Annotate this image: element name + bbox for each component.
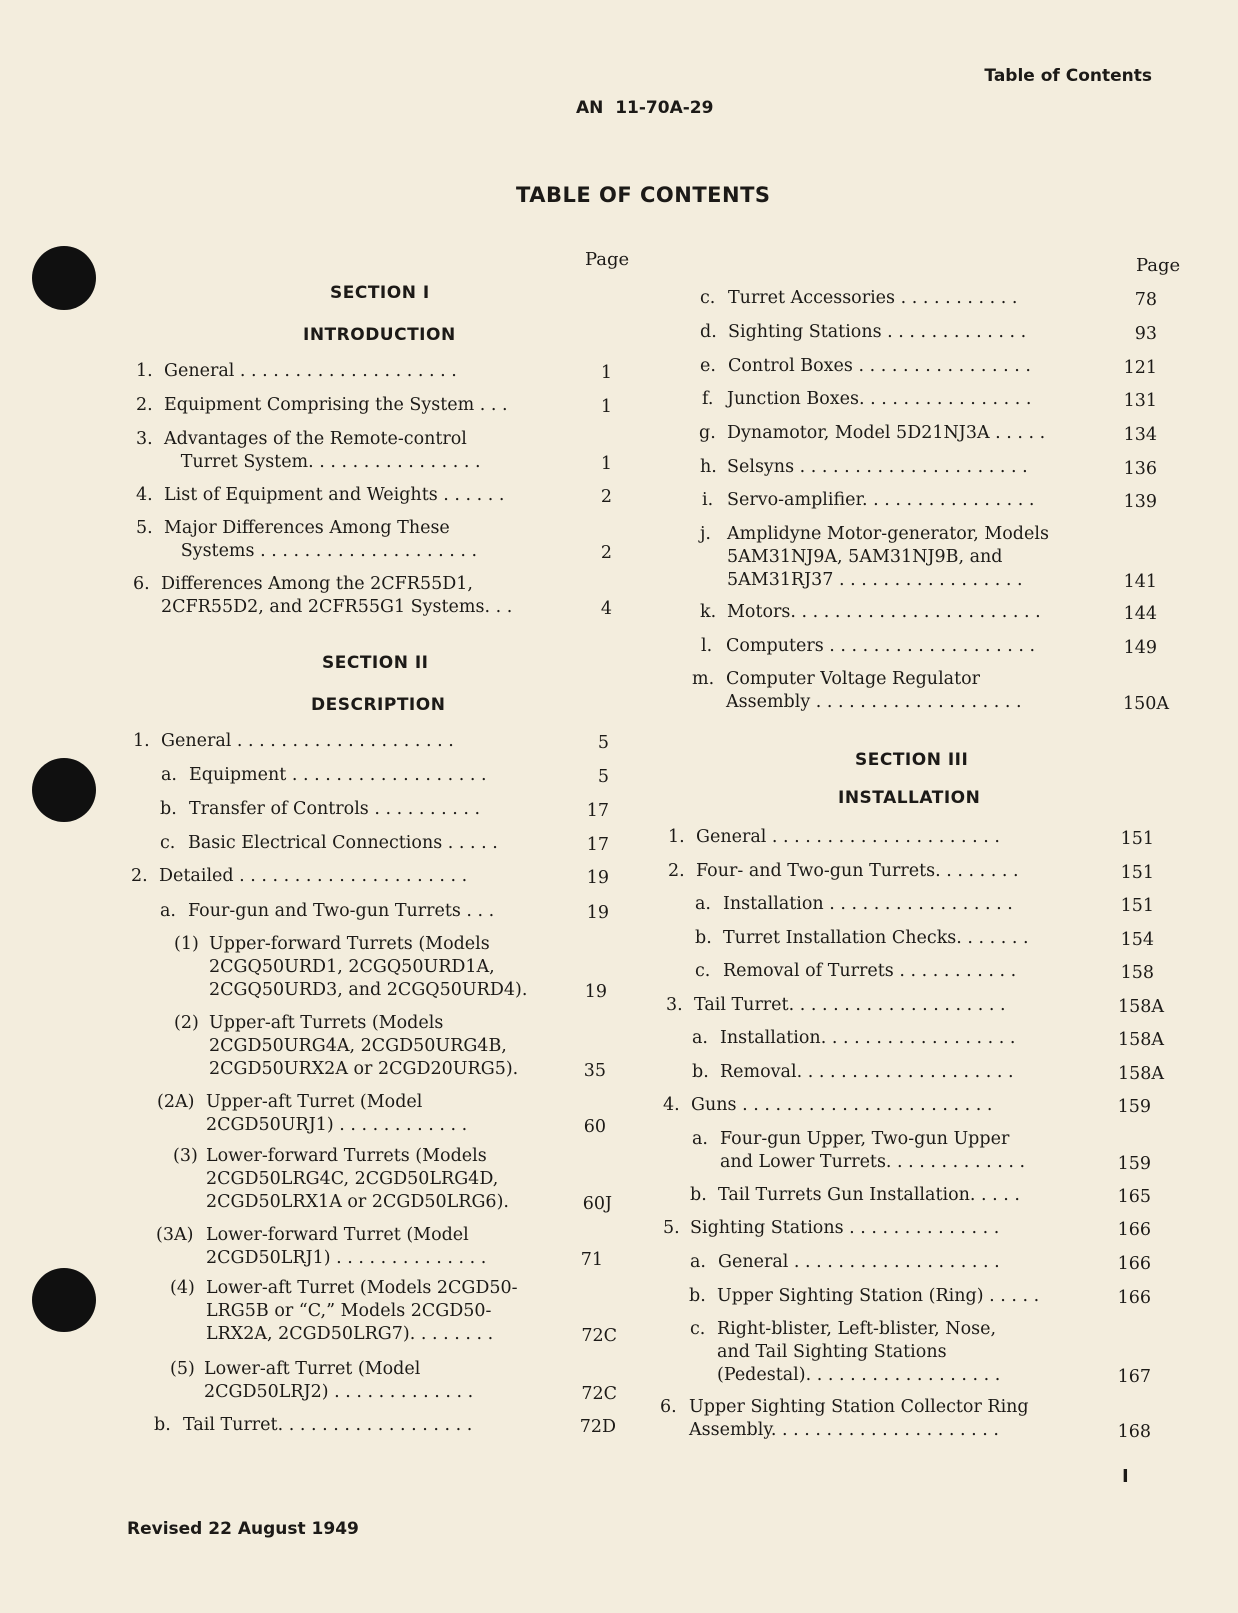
toc-entry-title xyxy=(727,388,1031,411)
toc-entry-number: 1. xyxy=(668,827,685,847)
toc-entry-number: (1) xyxy=(174,934,199,954)
toc-entry-number: 6. xyxy=(133,574,150,594)
toc-entry-number: 1. xyxy=(136,361,153,381)
toc-entry-page: 168 xyxy=(1117,1422,1151,1442)
toc-entry-page: 166 xyxy=(1117,1220,1151,1240)
toc-entry-title xyxy=(189,798,480,821)
toc-entry-number: i. xyxy=(702,490,714,510)
toc-entry-title-line: 5AM31RJ37 . . . . . . . . . . . . . . . . . xyxy=(727,570,1023,590)
toc-entry-page: 151 xyxy=(1120,829,1154,849)
toc-entry-title-line: 2CGD50URJ1) . . . . . . . . . . . . xyxy=(206,1115,468,1135)
toc-entry-number: e. xyxy=(700,356,716,376)
toc-entry-title-line: and Tail Sighting Stations xyxy=(717,1342,947,1362)
toc-entry-title xyxy=(164,428,481,474)
toc-entry-number: a. xyxy=(160,901,176,921)
toc-entry-number: (3A) xyxy=(156,1225,194,1245)
toc-entry-title xyxy=(696,826,1000,849)
toc-entry-page: 2 xyxy=(600,543,612,563)
toc-entry-title xyxy=(717,1285,1039,1308)
toc-entry-title-line: Differences Among the 2CFR55D1, xyxy=(161,574,473,594)
toc-entry-number: a. xyxy=(692,1028,708,1048)
toc-entry-title xyxy=(696,860,1019,883)
toc-entry-title-line: Tail Turrets Gun Installation. . . . . xyxy=(718,1185,1020,1205)
toc-entry-page: 158A xyxy=(1117,1064,1164,1084)
toc-entry-title xyxy=(689,1396,1029,1442)
toc-entry-title-line: Tail Turret. . . . . . . . . . . . . . . . . . xyxy=(183,1415,473,1435)
toc-entry-title-line: Transfer of Controls . . . . . . . . . . xyxy=(189,799,481,819)
toc-entry-page: 134 xyxy=(1123,425,1157,445)
toc-entry-page: 5 xyxy=(597,767,609,787)
toc-entry-title xyxy=(723,893,1013,916)
toc-entry-page: 4 xyxy=(600,599,612,619)
toc-entry-title-line: General . . . . . . . . . . . . . . . . . . . . . xyxy=(696,827,1000,847)
toc-entry-number: m. xyxy=(692,669,715,689)
toc-entry-number: c. xyxy=(695,961,711,981)
toc-entry-number: 3. xyxy=(136,429,153,449)
toc-entry-number: 2. xyxy=(131,866,148,886)
toc-entry-title xyxy=(209,933,527,1002)
toc-entry-page: 159 xyxy=(1117,1097,1151,1117)
toc-entry-page: 17 xyxy=(586,801,609,821)
section-2-heading: SECTION II xyxy=(322,653,429,673)
toc-entry-title xyxy=(718,1251,1000,1274)
toc-entry-title xyxy=(164,484,504,507)
toc-entry-title-line: Upper Sighting Station Collector Ring xyxy=(689,1397,1029,1417)
toc-entry-title xyxy=(728,287,1017,310)
toc-entry-page: 144 xyxy=(1123,604,1157,624)
toc-entry-number: 4. xyxy=(663,1095,680,1115)
toc-entry-page: 1 xyxy=(600,397,612,417)
toc-entry-number: k. xyxy=(700,602,717,622)
toc-entry-title xyxy=(727,523,1049,592)
toc-entry-title xyxy=(161,730,454,753)
toc-entry-title-line: Upper-aft Turrets (Models xyxy=(209,1013,444,1033)
toc-entry-title-line: Selsyns . . . . . . . . . . . . . . . . . . . . . xyxy=(727,457,1028,477)
toc-entry-number: (3) xyxy=(173,1146,198,1166)
toc-entry-page: 72C xyxy=(581,1326,617,1346)
toc-entry-page: 17 xyxy=(586,835,609,855)
toc-entry-page: 136 xyxy=(1123,459,1157,479)
toc-entry-title-line: Turret Accessories . . . . . . . . . . . xyxy=(728,288,1018,308)
page-column-label-right: Page xyxy=(1136,255,1181,276)
toc-entry-title-line: Guns . . . . . . . . . . . . . . . . . . . . . . . xyxy=(691,1095,993,1115)
section-3-subheading: INSTALLATION xyxy=(838,788,981,808)
toc-entry-title-line: 2CGD50LRG4C, 2CGD50LRG4D, xyxy=(206,1169,499,1189)
toc-entry-number: 5. xyxy=(136,518,153,538)
toc-entry-title xyxy=(164,394,508,417)
toc-entry-title-line: Four- and Two-gun Turrets. . . . . . . . xyxy=(696,861,1019,881)
toc-entry-page: 1 xyxy=(600,454,612,474)
doc-number: AN 11-70A-29 xyxy=(576,98,714,118)
toc-entry-title xyxy=(720,1128,1025,1174)
toc-entry-page: 35 xyxy=(583,1061,606,1081)
toc-entry-page: 93 xyxy=(1134,324,1157,344)
toc-entry-number: b. xyxy=(154,1415,171,1435)
toc-entry-title-line: 2CGD50LRJ2) . . . . . . . . . . . . . xyxy=(204,1382,474,1402)
toc-entry-number: h. xyxy=(700,457,717,477)
toc-entry-number: 2. xyxy=(136,395,153,415)
toc-entry-page: 71 xyxy=(580,1250,603,1270)
revision-date: Revised 22 August 1949 xyxy=(127,1519,359,1539)
toc-entry-title-line: 2CGD50LRJ1) . . . . . . . . . . . . . . xyxy=(206,1248,487,1268)
toc-entry-title xyxy=(718,1184,1020,1207)
toc-entry-page: 165 xyxy=(1117,1187,1151,1207)
toc-entry-number: 2. xyxy=(668,861,685,881)
toc-entry-title xyxy=(728,321,1026,344)
toc-entry-number: b. xyxy=(160,799,177,819)
toc-entry-title xyxy=(727,422,1045,445)
toc-entry-number: (2A) xyxy=(157,1092,195,1112)
toc-entry-title-line: General . . . . . . . . . . . . . . . . . . . . xyxy=(161,731,454,751)
toc-entry-number: b. xyxy=(692,1062,709,1082)
toc-entry-title xyxy=(161,573,512,619)
toc-entry-title-line: 2CFR55D2, and 2CFR55G1 Systems. . . xyxy=(161,597,513,617)
toc-entry-title-line: Control Boxes . . . . . . . . . . . . . . . . xyxy=(728,356,1031,376)
toc-entry-number: 3. xyxy=(666,995,683,1015)
toc-entry-title xyxy=(726,668,1022,714)
toc-entry-title xyxy=(206,1224,486,1270)
toc-entry-title xyxy=(188,832,498,855)
toc-entry-title-line: Lower-aft Turret (Model xyxy=(204,1359,421,1379)
toc-entry-number: c. xyxy=(690,1319,706,1339)
toc-entry-page: 72D xyxy=(579,1417,616,1437)
toc-entry-page: 154 xyxy=(1120,930,1154,950)
toc-entry-number: d. xyxy=(700,322,717,342)
toc-entry-title xyxy=(728,355,1031,378)
toc-entry-number: c. xyxy=(700,288,716,308)
toc-entry-title xyxy=(209,1012,518,1081)
toc-entry-number: 5. xyxy=(663,1218,680,1238)
toc-entry-page: 72C xyxy=(581,1384,617,1404)
toc-entry-page: 159 xyxy=(1117,1154,1151,1174)
toc-entry-title-line: Computers . . . . . . . . . . . . . . . . . . . xyxy=(726,636,1036,656)
toc-entry-title xyxy=(690,1217,999,1240)
binder-hole xyxy=(32,1268,96,1332)
toc-entry-page: 151 xyxy=(1120,863,1154,883)
toc-entry-number: g. xyxy=(699,423,716,443)
toc-entry-title-line: Amplidyne Motor-generator, Models xyxy=(727,524,1049,544)
toc-entry-title xyxy=(720,1061,1014,1084)
toc-entry-title-line: Equipment Comprising the System . . . xyxy=(164,395,508,415)
toc-entry-title xyxy=(691,1094,992,1117)
section-1-heading: SECTION I xyxy=(330,283,430,303)
toc-entry-title-line: Systems . . . . . . . . . . . . . . . . . . . . xyxy=(164,541,478,561)
toc-entry-title-line: Removal of Turrets . . . . . . . . . . . xyxy=(723,961,1017,981)
toc-entry-title-line: Upper Sighting Station (Ring) . . . . . xyxy=(717,1286,1040,1306)
toc-entry-page: 60J xyxy=(582,1194,612,1214)
toc-entry-page: 158A xyxy=(1117,997,1164,1017)
section-3-heading: SECTION III xyxy=(855,750,969,770)
toc-entry-title-line: 5AM31NJ9A, 5AM31NJ9B, and xyxy=(727,547,1003,567)
toc-entry-number: (4) xyxy=(170,1278,195,1298)
toc-entry-title xyxy=(720,1027,1015,1050)
toc-entry-page: 60 xyxy=(583,1117,606,1137)
toc-entry-title-line: List of Equipment and Weights . . . . . . xyxy=(164,485,505,505)
toc-entry-number: a. xyxy=(695,894,711,914)
toc-entry-page: 19 xyxy=(586,868,609,888)
toc-entry-title xyxy=(206,1277,518,1346)
toc-entry-number: 4. xyxy=(136,485,153,505)
toc-entry-title-line: 2CGD50LRX1A or 2CGD50LRG6). xyxy=(206,1192,509,1212)
toc-entry-title xyxy=(206,1145,509,1214)
toc-entry-page: 151 xyxy=(1120,896,1154,916)
toc-entry-title-line: Turret Installation Checks. . . . . . . xyxy=(723,928,1029,948)
toc-entry-title-line: Upper-forward Turrets (Models xyxy=(209,934,490,954)
toc-entry-number: a. xyxy=(161,765,177,785)
toc-entry-title xyxy=(723,927,1029,950)
toc-entry-title-line: Turret System. . . . . . . . . . . . . . . . xyxy=(164,452,481,472)
toc-entry-number: l. xyxy=(701,636,713,656)
toc-entry-title-line: Major Differences Among These xyxy=(164,518,450,538)
toc-entry-page: 78 xyxy=(1134,290,1157,310)
toc-entry-page: 121 xyxy=(1123,358,1157,378)
toc-entry-title-line: Detailed . . . . . . . . . . . . . . . . . . . . . xyxy=(159,866,468,886)
page-number: I xyxy=(1122,1466,1129,1487)
binder-hole xyxy=(32,758,96,822)
toc-entry-number: (5) xyxy=(170,1359,195,1379)
toc-entry-title xyxy=(206,1091,467,1137)
toc-entry-title xyxy=(159,865,467,888)
toc-entry-page: 166 xyxy=(1117,1254,1151,1274)
toc-entry-title-line: Advantages of the Remote-control xyxy=(164,429,467,449)
toc-entry-title-line: Installation . . . . . . . . . . . . . . . . . xyxy=(723,894,1013,914)
toc-entry-title-line: 2CGD50URG4A, 2CGD50URG4B, xyxy=(209,1036,507,1056)
toc-entry-title xyxy=(204,1358,473,1404)
toc-entry-number: a. xyxy=(690,1252,706,1272)
page-title: TABLE OF CONTENTS xyxy=(516,183,771,207)
toc-entry-page: 158A xyxy=(1117,1030,1164,1050)
toc-entry-title-line: Four-gun and Two-gun Turrets . . . xyxy=(188,901,495,921)
toc-entry-number: c. xyxy=(160,833,176,853)
toc-entry-title-line: Lower-forward Turret (Model xyxy=(206,1225,469,1245)
toc-entry-title-line: Four-gun Upper, Two-gun Upper xyxy=(720,1129,1010,1149)
toc-entry-title-line: (Pedestal). . . . . . . . . . . . . . . . . . xyxy=(717,1365,1001,1385)
toc-entry-title-line: Assembly . . . . . . . . . . . . . . . . . . . xyxy=(726,692,1022,712)
toc-entry-title xyxy=(694,994,1006,1017)
toc-entry-title-line: Lower-forward Turrets (Models xyxy=(206,1146,487,1166)
toc-entry-number: b. xyxy=(695,928,712,948)
toc-entry-title-line: Tail Turret. . . . . . . . . . . . . . . . . . . . xyxy=(694,995,1006,1015)
toc-entry-number: b. xyxy=(690,1185,707,1205)
toc-entry-page: 139 xyxy=(1123,492,1157,512)
toc-entry-title-line: Servo-amplifier. . . . . . . . . . . . . . . . xyxy=(727,490,1035,510)
section-2-subheading: DESCRIPTION xyxy=(311,695,446,715)
toc-entry-title-line: and Lower Turrets. . . . . . . . . . . . . xyxy=(720,1152,1026,1172)
binder-hole xyxy=(32,246,96,310)
toc-entry-title-line: Sighting Stations . . . . . . . . . . . . . xyxy=(728,322,1027,342)
toc-entry-number: b. xyxy=(689,1286,706,1306)
toc-entry-title xyxy=(717,1318,1000,1387)
toc-entry-title-line: 2CGD50URX2A or 2CGD20URG5). xyxy=(209,1059,519,1079)
toc-entry-page: 19 xyxy=(584,982,607,1002)
toc-entry-title-line: Upper-aft Turret (Model xyxy=(206,1092,423,1112)
toc-entry-title-line: 2CGQ50URD1, 2CGQ50URD1A, xyxy=(209,957,495,977)
toc-entry-title-line: Dynamotor, Model 5D21NJ3A . . . . . xyxy=(727,423,1046,443)
toc-entry-title xyxy=(183,1414,472,1437)
toc-entry-title xyxy=(188,900,494,923)
toc-entry-title-line: Motors. . . . . . . . . . . . . . . . . . . . . . . xyxy=(727,602,1041,622)
toc-entry-title xyxy=(164,517,477,563)
toc-entry-page: 131 xyxy=(1123,391,1157,411)
toc-entry-title xyxy=(726,635,1035,658)
toc-entry-page: 2 xyxy=(600,487,612,507)
toc-entry-title xyxy=(727,601,1041,624)
running-title: Table of Contents xyxy=(984,66,1152,86)
toc-entry-title-line: Right-blister, Left-blister, Nose, xyxy=(717,1319,997,1339)
toc-entry-page: 5 xyxy=(597,733,609,753)
toc-entry-page: 149 xyxy=(1123,638,1157,658)
toc-entry-title-line: Equipment . . . . . . . . . . . . . . . . . . xyxy=(189,765,487,785)
toc-entry-title-line: LRG5B or “C,” Models 2CGD50- xyxy=(206,1301,492,1321)
toc-entry-number: f. xyxy=(702,389,714,409)
toc-entry-title-line: 2CGQ50URD3, and 2CGQ50URD4). xyxy=(209,980,528,1000)
page-column-label-left: Page xyxy=(585,249,630,270)
toc-entry-number: 1. xyxy=(133,731,150,751)
toc-entry-title-line: Computer Voltage Regulator xyxy=(726,669,981,689)
toc-entry-page: 150A xyxy=(1122,694,1169,714)
toc-entry-page: 167 xyxy=(1117,1367,1151,1387)
toc-entry-title xyxy=(727,456,1028,479)
toc-entry-page: 158 xyxy=(1120,963,1154,983)
toc-entry-title-line: Basic Electrical Connections . . . . . xyxy=(188,833,498,853)
toc-entry-page: 141 xyxy=(1123,572,1157,592)
toc-entry-title-line: Lower-aft Turret (Models 2CGD50- xyxy=(206,1278,518,1298)
toc-entry-title-line: Assembly. . . . . . . . . . . . . . . . . . . . . xyxy=(689,1420,999,1440)
toc-entry-page: 1 xyxy=(600,363,612,383)
toc-entry-number: j. xyxy=(700,524,711,544)
section-1-subheading: INTRODUCTION xyxy=(303,325,456,345)
toc-entry-title-line: General . . . . . . . . . . . . . . . . . . . . xyxy=(164,361,457,381)
toc-entry-title-line: Junction Boxes. . . . . . . . . . . . . . . . xyxy=(727,389,1032,409)
toc-entry-title xyxy=(189,764,487,787)
toc-entry-number: a. xyxy=(692,1129,708,1149)
toc-entry-page: 166 xyxy=(1117,1288,1151,1308)
toc-entry-title-line: Sighting Stations . . . . . . . . . . . . . . xyxy=(690,1218,1000,1238)
toc-entry-title xyxy=(727,489,1034,512)
toc-entry-number: 6. xyxy=(660,1397,677,1417)
toc-entry-title xyxy=(164,360,457,383)
toc-entry-page: 19 xyxy=(586,903,609,923)
toc-entry-title xyxy=(723,960,1016,983)
toc-entry-title-line: Removal. . . . . . . . . . . . . . . . . . . . xyxy=(720,1062,1014,1082)
toc-entry-title-line: Installation. . . . . . . . . . . . . . . . . . xyxy=(720,1028,1016,1048)
toc-entry-title-line: LRX2A, 2CGD50LRG7). . . . . . . . xyxy=(206,1324,494,1344)
toc-entry-number: (2) xyxy=(174,1013,199,1033)
toc-entry-title-line: General . . . . . . . . . . . . . . . . . . . xyxy=(718,1252,1000,1272)
